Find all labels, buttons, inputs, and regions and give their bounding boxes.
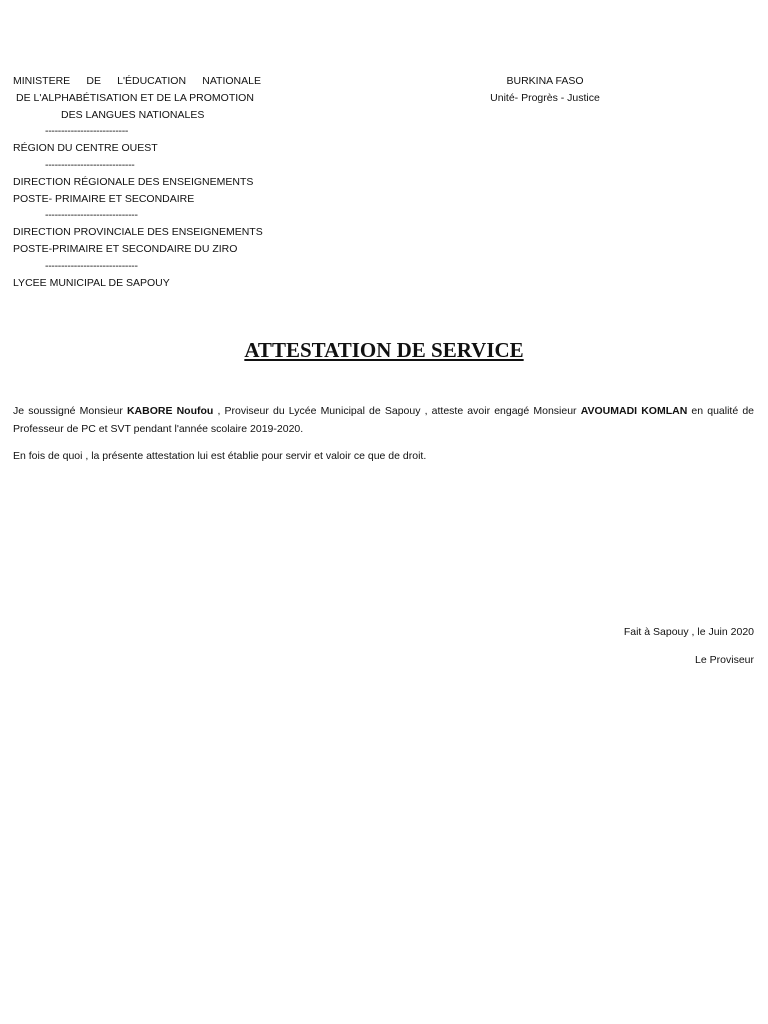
country-name: BURKINA FASO (506, 75, 584, 87)
school-name: LYCEE MUNICIPAL DE SAPOUY (13, 276, 170, 289)
ministry-line-1 (13, 73, 261, 90)
body-text-segment: , Proviseur du Lycée Municipal de Sapouy , atteste avoir engagé Monsieur (213, 405, 581, 417)
document-body (13, 402, 754, 474)
country-header (470, 73, 620, 107)
signatory-role: Le Proviseur (695, 654, 754, 666)
provincial-direction-line-1: DIRECTION PROVINCIALE DES ENSEIGNEMENTS (13, 226, 263, 239)
ministry-word-2: DE (86, 75, 101, 87)
principal-name: KABORE Noufou (126, 405, 214, 417)
country-motto: Unité- Progrès - Justice (490, 91, 600, 104)
body-text-segment: Je soussigné Monsieur (13, 405, 127, 417)
regional-direction-line-1: DIRECTION RÉGIONALE DES ENSEIGNEMENTS (13, 175, 254, 188)
separator-3: ----------------------------- (45, 209, 138, 222)
teacher-name: AVOUMADI KOMLAN (580, 405, 688, 417)
place-date: Fait à Sapouy , le Juin 2020 (623, 626, 754, 638)
body-text-segment: en qualité de Professeur de PC et SVT pendant l'année scolaire 2019-2020. (13, 405, 754, 435)
body-paragraph-1 (13, 402, 754, 438)
provincial-direction-line-2: POSTE-PRIMAIRE ET SECONDAIRE DU ZIRO (13, 242, 238, 255)
ministry-line-2: DE L'ALPHABÉTISATION ET DE LA PROMOTION (16, 91, 254, 104)
region-label: RÉGION DU CENTRE OUEST (13, 142, 158, 155)
separator-4: ----------------------------- (45, 259, 138, 272)
document-title: ATTESTATION DE SERVICE (244, 338, 524, 362)
separator-2: ---------------------------- (45, 158, 135, 171)
ministry-word-4: NATIONALE (202, 75, 261, 87)
separator-1: -------------------------- (45, 125, 129, 138)
ministry-word-3: L'ÉDUCATION (117, 75, 187, 87)
ministry-header (13, 73, 273, 291)
body-paragraph-2: En fois de quoi , la présente attestation lui est établie pour servir et valoir ce que de droit. (13, 450, 427, 462)
ministry-line-3: DES LANGUES NATIONALES (61, 108, 205, 121)
regional-direction-line-2: POSTE- PRIMAIRE ET SECONDAIRE (13, 192, 195, 205)
ministry-word-1: MINISTERE (13, 75, 71, 87)
